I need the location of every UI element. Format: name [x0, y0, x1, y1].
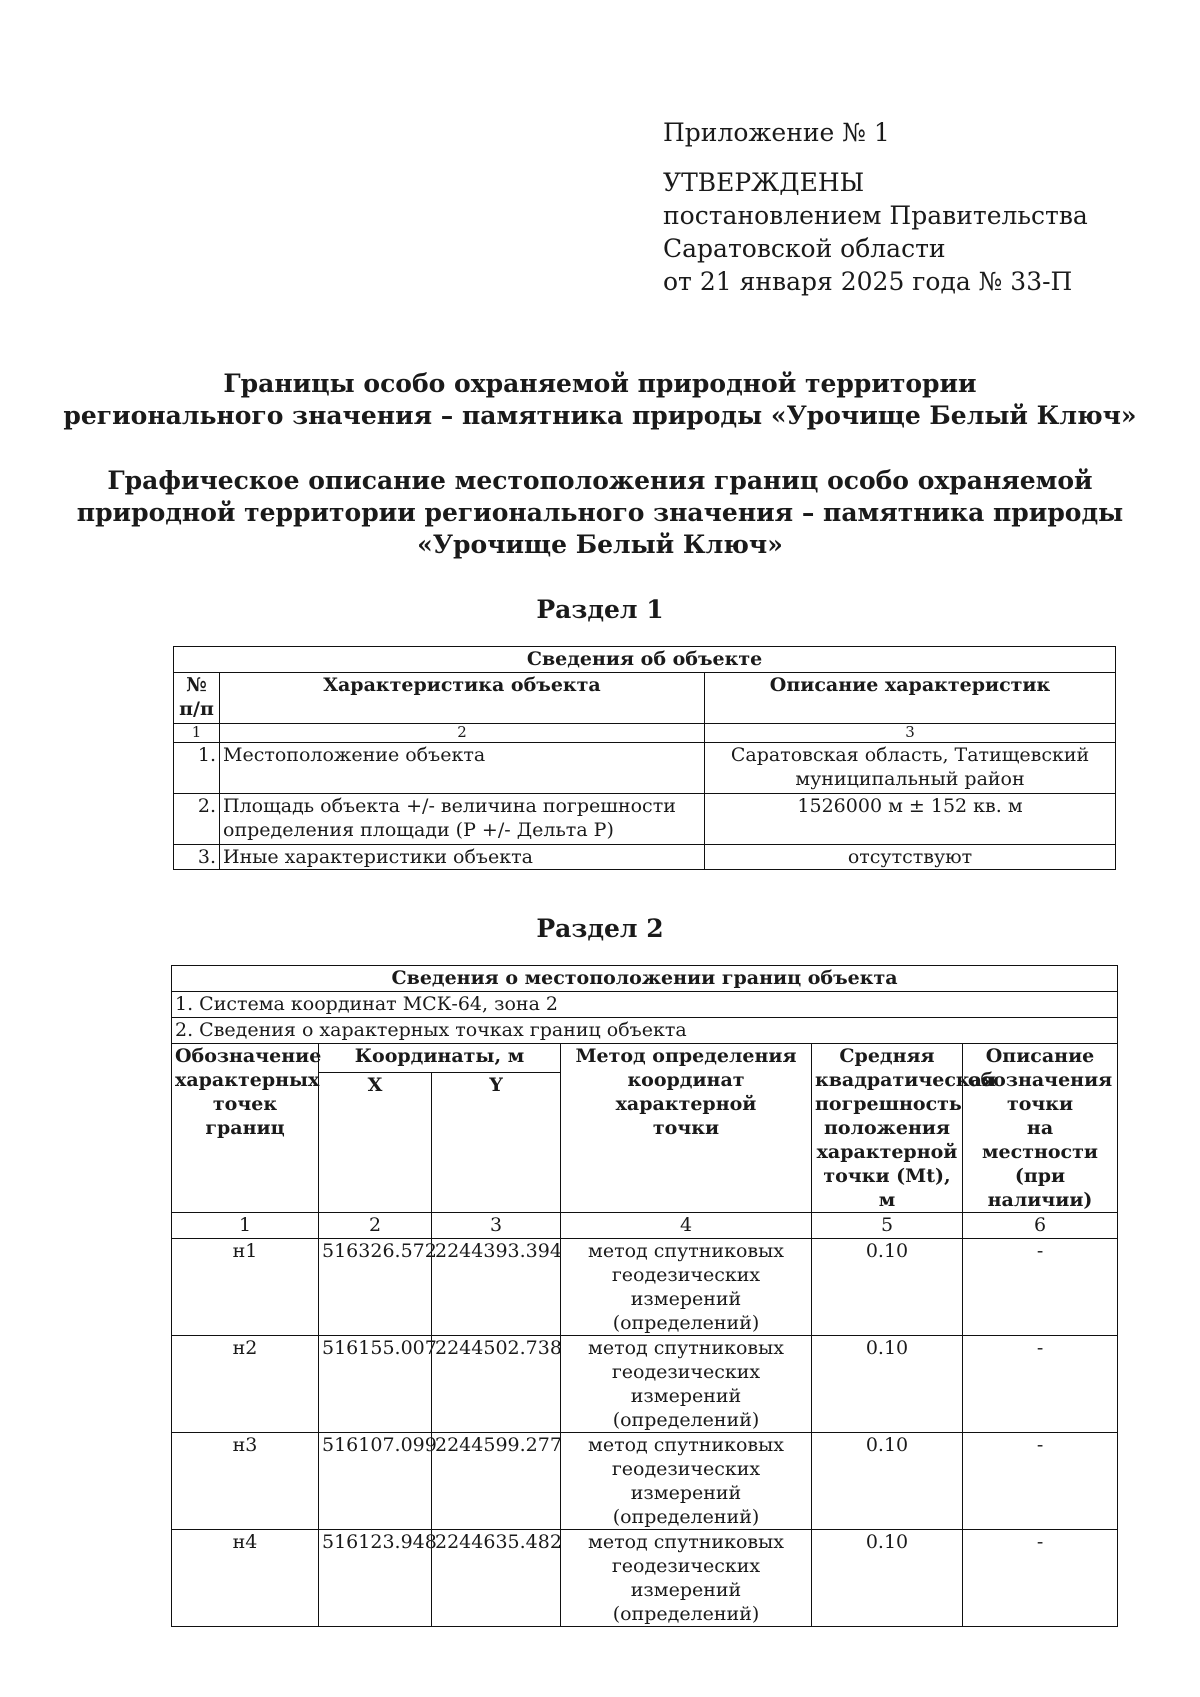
- column-number: 1: [174, 724, 220, 743]
- point-error: 0.10: [812, 1239, 963, 1336]
- row-characteristic: Местоположение объекта: [220, 743, 705, 794]
- approval-line: постановлением Правительства: [663, 201, 1088, 230]
- header-method: Метод определения координат характерной точки: [561, 1044, 812, 1213]
- section2-heading: Раздел 2: [536, 914, 664, 943]
- header-error: Средняя квадратическая погрешность положения характерной точки (Мt), м: [812, 1044, 963, 1213]
- column-number: 6: [963, 1213, 1118, 1239]
- title-line: Границы особо охраняемой природной территории: [223, 369, 977, 398]
- column-number: 1: [172, 1213, 319, 1239]
- header-y: Y: [432, 1072, 561, 1212]
- coord-y: 2244502.738: [432, 1336, 561, 1433]
- table-row: [172, 1433, 1118, 1530]
- table-row: [172, 1530, 1118, 1627]
- subtitle-line: природной территории регионального значения – памятника природы: [76, 498, 1124, 527]
- table-row: [174, 794, 1116, 845]
- row-num: 1.: [174, 743, 220, 794]
- row-description: отсутствуют: [705, 845, 1116, 870]
- row-description: 1526000 м ± 152 кв. м: [705, 794, 1116, 845]
- point-id: н4: [172, 1530, 319, 1627]
- header-description: Описание характеристик: [705, 673, 1116, 724]
- document-subtitle: [60, 465, 1140, 561]
- column-number: 2: [220, 724, 705, 743]
- object-info-table: [173, 646, 1116, 870]
- coord-x: 516123.948: [319, 1530, 432, 1627]
- section1-heading: Раздел 1: [536, 595, 664, 624]
- header-num: № п/п: [174, 673, 220, 724]
- point-description: -: [963, 1530, 1118, 1627]
- point-error: 0.10: [812, 1336, 963, 1433]
- point-description: -: [963, 1239, 1118, 1336]
- header-designation: Обозначение характерных точек границ: [172, 1044, 319, 1213]
- table-row: [174, 845, 1116, 870]
- point-method: метод спутниковых геодезических измерений (определений): [561, 1530, 812, 1627]
- header-coordinates: Координаты, м: [319, 1044, 561, 1073]
- approval-line: Саратовской области: [663, 234, 946, 263]
- table-row: [174, 743, 1116, 794]
- coord-y: 2244635.482: [432, 1530, 561, 1627]
- table-row: [172, 1336, 1118, 1433]
- point-description: -: [963, 1433, 1118, 1530]
- point-error: 0.10: [812, 1530, 963, 1627]
- point-error: 0.10: [812, 1433, 963, 1530]
- header-point-description: Описание обозначения точки на местности (при наличии): [963, 1044, 1118, 1213]
- point-id: н3: [172, 1433, 319, 1530]
- table-title: Сведения об объекте: [174, 647, 1116, 673]
- point-id: н2: [172, 1336, 319, 1433]
- coord-x: 516326.572: [319, 1239, 432, 1336]
- coord-x: 516155.007: [319, 1336, 432, 1433]
- coord-y: 2244599.277: [432, 1433, 561, 1530]
- title-line: регионального значения – памятника природы «Урочище Белый Ключ»: [63, 401, 1137, 430]
- column-number: 5: [812, 1213, 963, 1239]
- coord-y: 2244393.394: [432, 1239, 561, 1336]
- coordinate-system: 1. Система координат МСК-64, зона 2: [172, 992, 1118, 1018]
- coord-x: 516107.099: [319, 1433, 432, 1530]
- column-number: 2: [319, 1213, 432, 1239]
- column-number: 3: [705, 724, 1116, 743]
- header-characteristic: Характеристика объекта: [220, 673, 705, 724]
- point-method: метод спутниковых геодезических измерений (определений): [561, 1336, 812, 1433]
- approval-block: [663, 116, 1143, 298]
- boundary-points-table: [171, 965, 1118, 1627]
- approval-line: от 21 января 2025 года № 33-П: [663, 267, 1073, 296]
- row-num: 2.: [174, 794, 220, 845]
- point-id: н1: [172, 1239, 319, 1336]
- approval-line: УТВЕРЖДЕНЫ: [663, 168, 865, 197]
- subtitle-line: «Урочище Белый Ключ»: [417, 530, 783, 559]
- table-row: [172, 1239, 1118, 1336]
- column-number: 4: [561, 1213, 812, 1239]
- point-method: метод спутниковых геодезических измерений (определений): [561, 1239, 812, 1336]
- row-characteristic: Иные характеристики объекта: [220, 845, 705, 870]
- point-method: метод спутниковых геодезических измерений (определений): [561, 1433, 812, 1530]
- row-num: 3.: [174, 845, 220, 870]
- row-characteristic: Площадь объекта +/- величина погрешности определения площади (Р +/- Дельта Р): [220, 794, 705, 845]
- table-title: Сведения о местоположении границ объекта: [172, 966, 1118, 992]
- row-description: Саратовская область, Татищевский муниципальный район: [705, 743, 1116, 794]
- points-info-caption: 2. Сведения о характерных точках границ объекта: [172, 1018, 1118, 1044]
- point-description: -: [963, 1336, 1118, 1433]
- annex-number: Приложение № 1: [663, 118, 890, 147]
- document-title: [60, 368, 1140, 432]
- subtitle-line: Графическое описание местоположения границ особо охраняемой: [107, 466, 1093, 495]
- header-x: X: [319, 1072, 432, 1212]
- column-number: 3: [432, 1213, 561, 1239]
